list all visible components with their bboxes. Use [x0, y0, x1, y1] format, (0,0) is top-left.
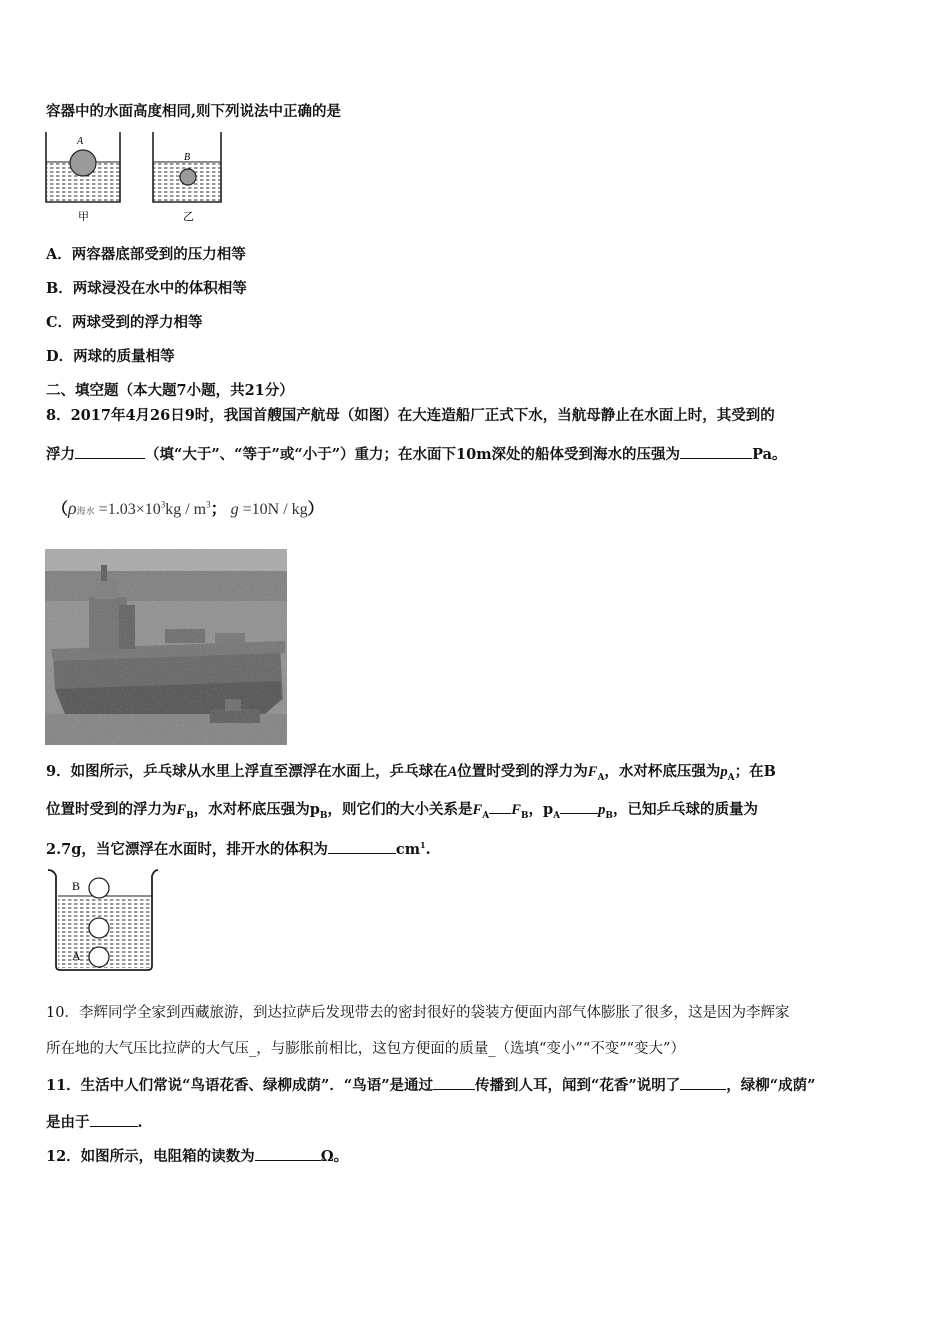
ball-a	[70, 150, 96, 176]
aircraft-carrier-photo	[45, 549, 287, 745]
container-right-label: 乙	[183, 210, 194, 223]
q8-line-1: 8．2017年4月26日9时，我国首艘国产航母（如图）在大连造船厂正式下水，当航母静止在水面上时，其受到的	[46, 407, 775, 424]
ball-a-label: A	[77, 136, 84, 147]
q8-blank-1[interactable]	[75, 444, 145, 459]
q11-line-1: 11．生活中人们常说“鸟语花香、绿柳成荫”．“鸟语”是通过 传播到人耳，闻到“花香”说明了 ，绿柳“成荫”	[46, 1077, 816, 1094]
q11-line-2: 是由于 .	[46, 1114, 143, 1131]
q7-option-b: B．两球浸没在水中的体积相等	[46, 280, 247, 297]
q11-blank-2[interactable]	[680, 1075, 726, 1090]
section-2-heading: 二、填空题（本大题7小题，共21分）	[46, 382, 294, 399]
ball-b-label: B	[184, 152, 191, 163]
ball-b-position	[89, 878, 109, 898]
q9-blank-2[interactable]	[560, 799, 598, 814]
q11-blank-1[interactable]	[433, 1075, 475, 1090]
q9-beaker-figure	[44, 866, 160, 974]
ball-middle-position	[89, 918, 109, 938]
container-right	[153, 132, 221, 223]
q7-option-a: A．两容器底部受到的压力相等	[46, 246, 246, 263]
ball-a-position	[89, 947, 109, 967]
q7-containers-figure	[44, 130, 224, 226]
beaker-label-a: A	[72, 949, 81, 963]
q9-line-3: 2.7g，当它漂浮在水面时，排开水的体积为 $cm^1$.	[46, 840, 431, 858]
container-left-label: 甲	[78, 210, 89, 223]
q8-formula: （ρ海水 $=1.03\times 10^3kg / m^3$； g =10N / kg）	[52, 498, 324, 518]
q9-blank-1[interactable]	[489, 799, 511, 814]
q12-blank-1[interactable]	[255, 1146, 321, 1161]
q9-line-1: 9．如图所示，乒乓球从水里上浮直至漂浮在水面上，乒乓球在A位置时受到的浮力为$F_A$，水对杯底压强为$p_A$；在B	[46, 763, 776, 783]
q11-blank-3[interactable]	[90, 1112, 138, 1127]
q10-line-1: 10．李辉同学全家到西藏旅游，到达拉萨后发现带去的密封很好的袋装方便面内部气体膨胀了很多，这是因为李辉家	[46, 1005, 790, 1021]
q9-line-2: 位置时受到的浮力为$F_B$，水对杯底压强为$p_B$，则它们的大小关系是$F_A$ $F_B$，$p_A$ $p_B$，已知乒乓球的质量为	[46, 801, 758, 821]
beaker-label-b: B	[72, 879, 81, 893]
ball-b	[180, 169, 196, 185]
q9-blank-3[interactable]	[328, 839, 396, 854]
q10-line-2: 所在地的大气压比拉萨的大气压_，与膨胀前相比，这包方便面的质量_（选填“变小”“不变”“变大”）	[46, 1041, 685, 1057]
q8-line-2: 浮力 （填“大于”、“等于”或“小于”）重力；在水面下10m深处的船体受到海水的压强为 Pa。	[46, 446, 787, 463]
q7-option-c: C．两球受到的浮力相等	[46, 314, 203, 331]
q8-blank-2[interactable]	[680, 444, 752, 459]
q12-line-1: 12．如图所示，电阻箱的读数为 Ω。	[46, 1148, 349, 1165]
q7-option-d: D．两球的质量相等	[46, 348, 175, 365]
container-left	[46, 132, 120, 223]
q7-stem-tail: 容器中的水面高度相同,则下列说法中正确的是	[46, 103, 342, 120]
